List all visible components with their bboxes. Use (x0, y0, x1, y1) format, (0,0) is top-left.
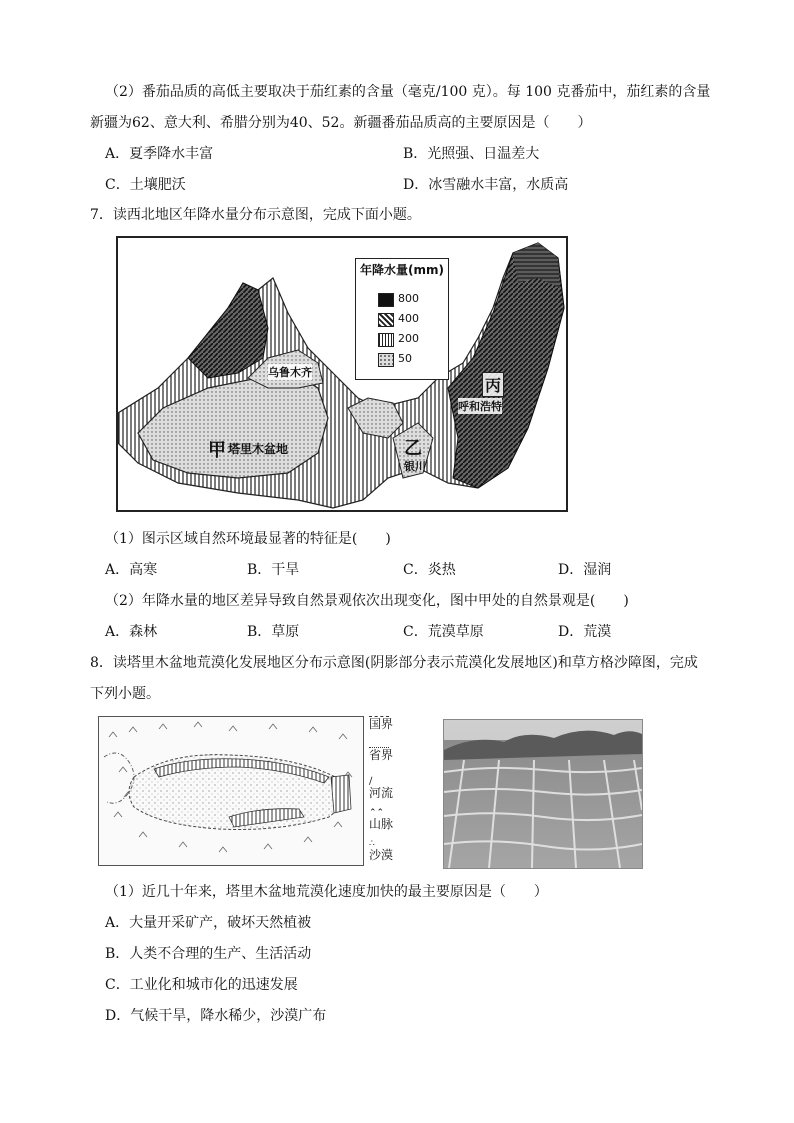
q6-2-option-b: B．光照强、日温差大 (403, 146, 540, 162)
q7-2-option-d: D．荒漠 (558, 624, 612, 640)
legend-value-200: 200 (398, 332, 419, 345)
legend-value-800: 800 (398, 292, 419, 305)
legend-mountain: ⌃⌃ 山脉 (369, 808, 394, 831)
q6-2-stem-line2: 新疆为62、意大利、希腊分别为40、52。新疆番茄品质高的主要原因是（ ） (90, 115, 592, 131)
q8-1-option-c: C．工业化和城市化的迅速发展 (105, 977, 298, 993)
legend-provincial-border: 省界 (369, 748, 394, 762)
desertification-map-drawing (99, 717, 362, 864)
label-yi: 乙 (404, 438, 422, 459)
desertification-legend (369, 716, 405, 871)
legend-swatch-800 (378, 293, 394, 307)
q8-1-option-b: B．人类不合理的生产、生活活动 (105, 946, 312, 962)
q7-1-option-d: D．湿润 (558, 562, 612, 578)
legend-national-border: 国界 (369, 717, 394, 731)
label-urumqi: 乌鲁木齐 (268, 366, 312, 379)
desertification-map (98, 716, 364, 866)
label-yinchuan: 银川 (404, 460, 426, 473)
q6-2-option-a: A．夏季降水丰富 (105, 146, 214, 162)
legend-desert: ∴ 沙漠 (369, 839, 394, 862)
q8-1-stem: （1）近几十年来，塔里木盆地荒漠化速度加快的最主要原因是（ ） (105, 884, 548, 900)
desertification-east-belt (331, 775, 351, 813)
q8-stem-line2: 下列小题。 (90, 686, 160, 702)
q7-2-option-b: B．草原 (247, 624, 300, 640)
q7-stem: 7．读西北地区年降水量分布示意图，完成下面小题。 (90, 207, 421, 223)
q7-1-option-c: C．炎热 (403, 562, 456, 578)
q6-2-option-c: C．土壤肥沃 (105, 177, 186, 193)
q7-2-option-c: C．荒漠草原 (403, 624, 484, 640)
q7-2-option-a: A．森林 (105, 624, 158, 640)
q6-2-stem-line1: （2）番茄品质的高低主要取决于茄红素的含量（毫克/100 克）。每 100 克番茄中，茄红素的含量 (105, 84, 711, 100)
q7-1-option-a: A．高寒 (105, 562, 158, 578)
legend-swatch-200 (378, 333, 394, 347)
label-tarim-basin: 塔里木盆地 (228, 442, 289, 456)
legend-value-50: 50 (398, 352, 412, 365)
q8-stem-line1: 8．读塔里木盆地荒漠化发展地区分布示意图(阴影部分表示荒漠化发展地区)和草方格沙障图，完成 (90, 655, 698, 671)
label-bing: 丙 (482, 372, 504, 397)
straw-checkerboard-drawing (444, 720, 642, 868)
q7-2-stem: （2）年降水量的地区差异导致自然景观依次出现变化，图中甲处的自然景观是( ) (105, 593, 629, 609)
straw-checkerboard-photo (443, 719, 643, 869)
label-hohhot: 呼和浩特 (458, 400, 502, 413)
legend-value-400: 400 (398, 312, 419, 325)
q7-1-stem: （1）图示区域自然环境最显著的特征是( ) (105, 531, 391, 547)
label-jia: 甲 (208, 440, 226, 461)
legend-swatch-400 (378, 313, 394, 327)
legend-river: ∕ 河流 (369, 776, 394, 800)
precipitation-legend (355, 258, 449, 380)
q8-1-option-d: D．气候干旱，降水稀少，沙漠广布 (105, 1008, 327, 1024)
legend-title: 年降水量(mm) (360, 263, 444, 277)
precipitation-map (116, 236, 568, 512)
q7-1-option-b: B．干旱 (247, 562, 300, 578)
legend-swatch-50 (378, 353, 394, 367)
q6-2-option-d: D．冰雪融水丰富，水质高 (403, 177, 569, 193)
q8-1-option-a: A．大量开采矿产，破坏天然植被 (105, 915, 312, 931)
